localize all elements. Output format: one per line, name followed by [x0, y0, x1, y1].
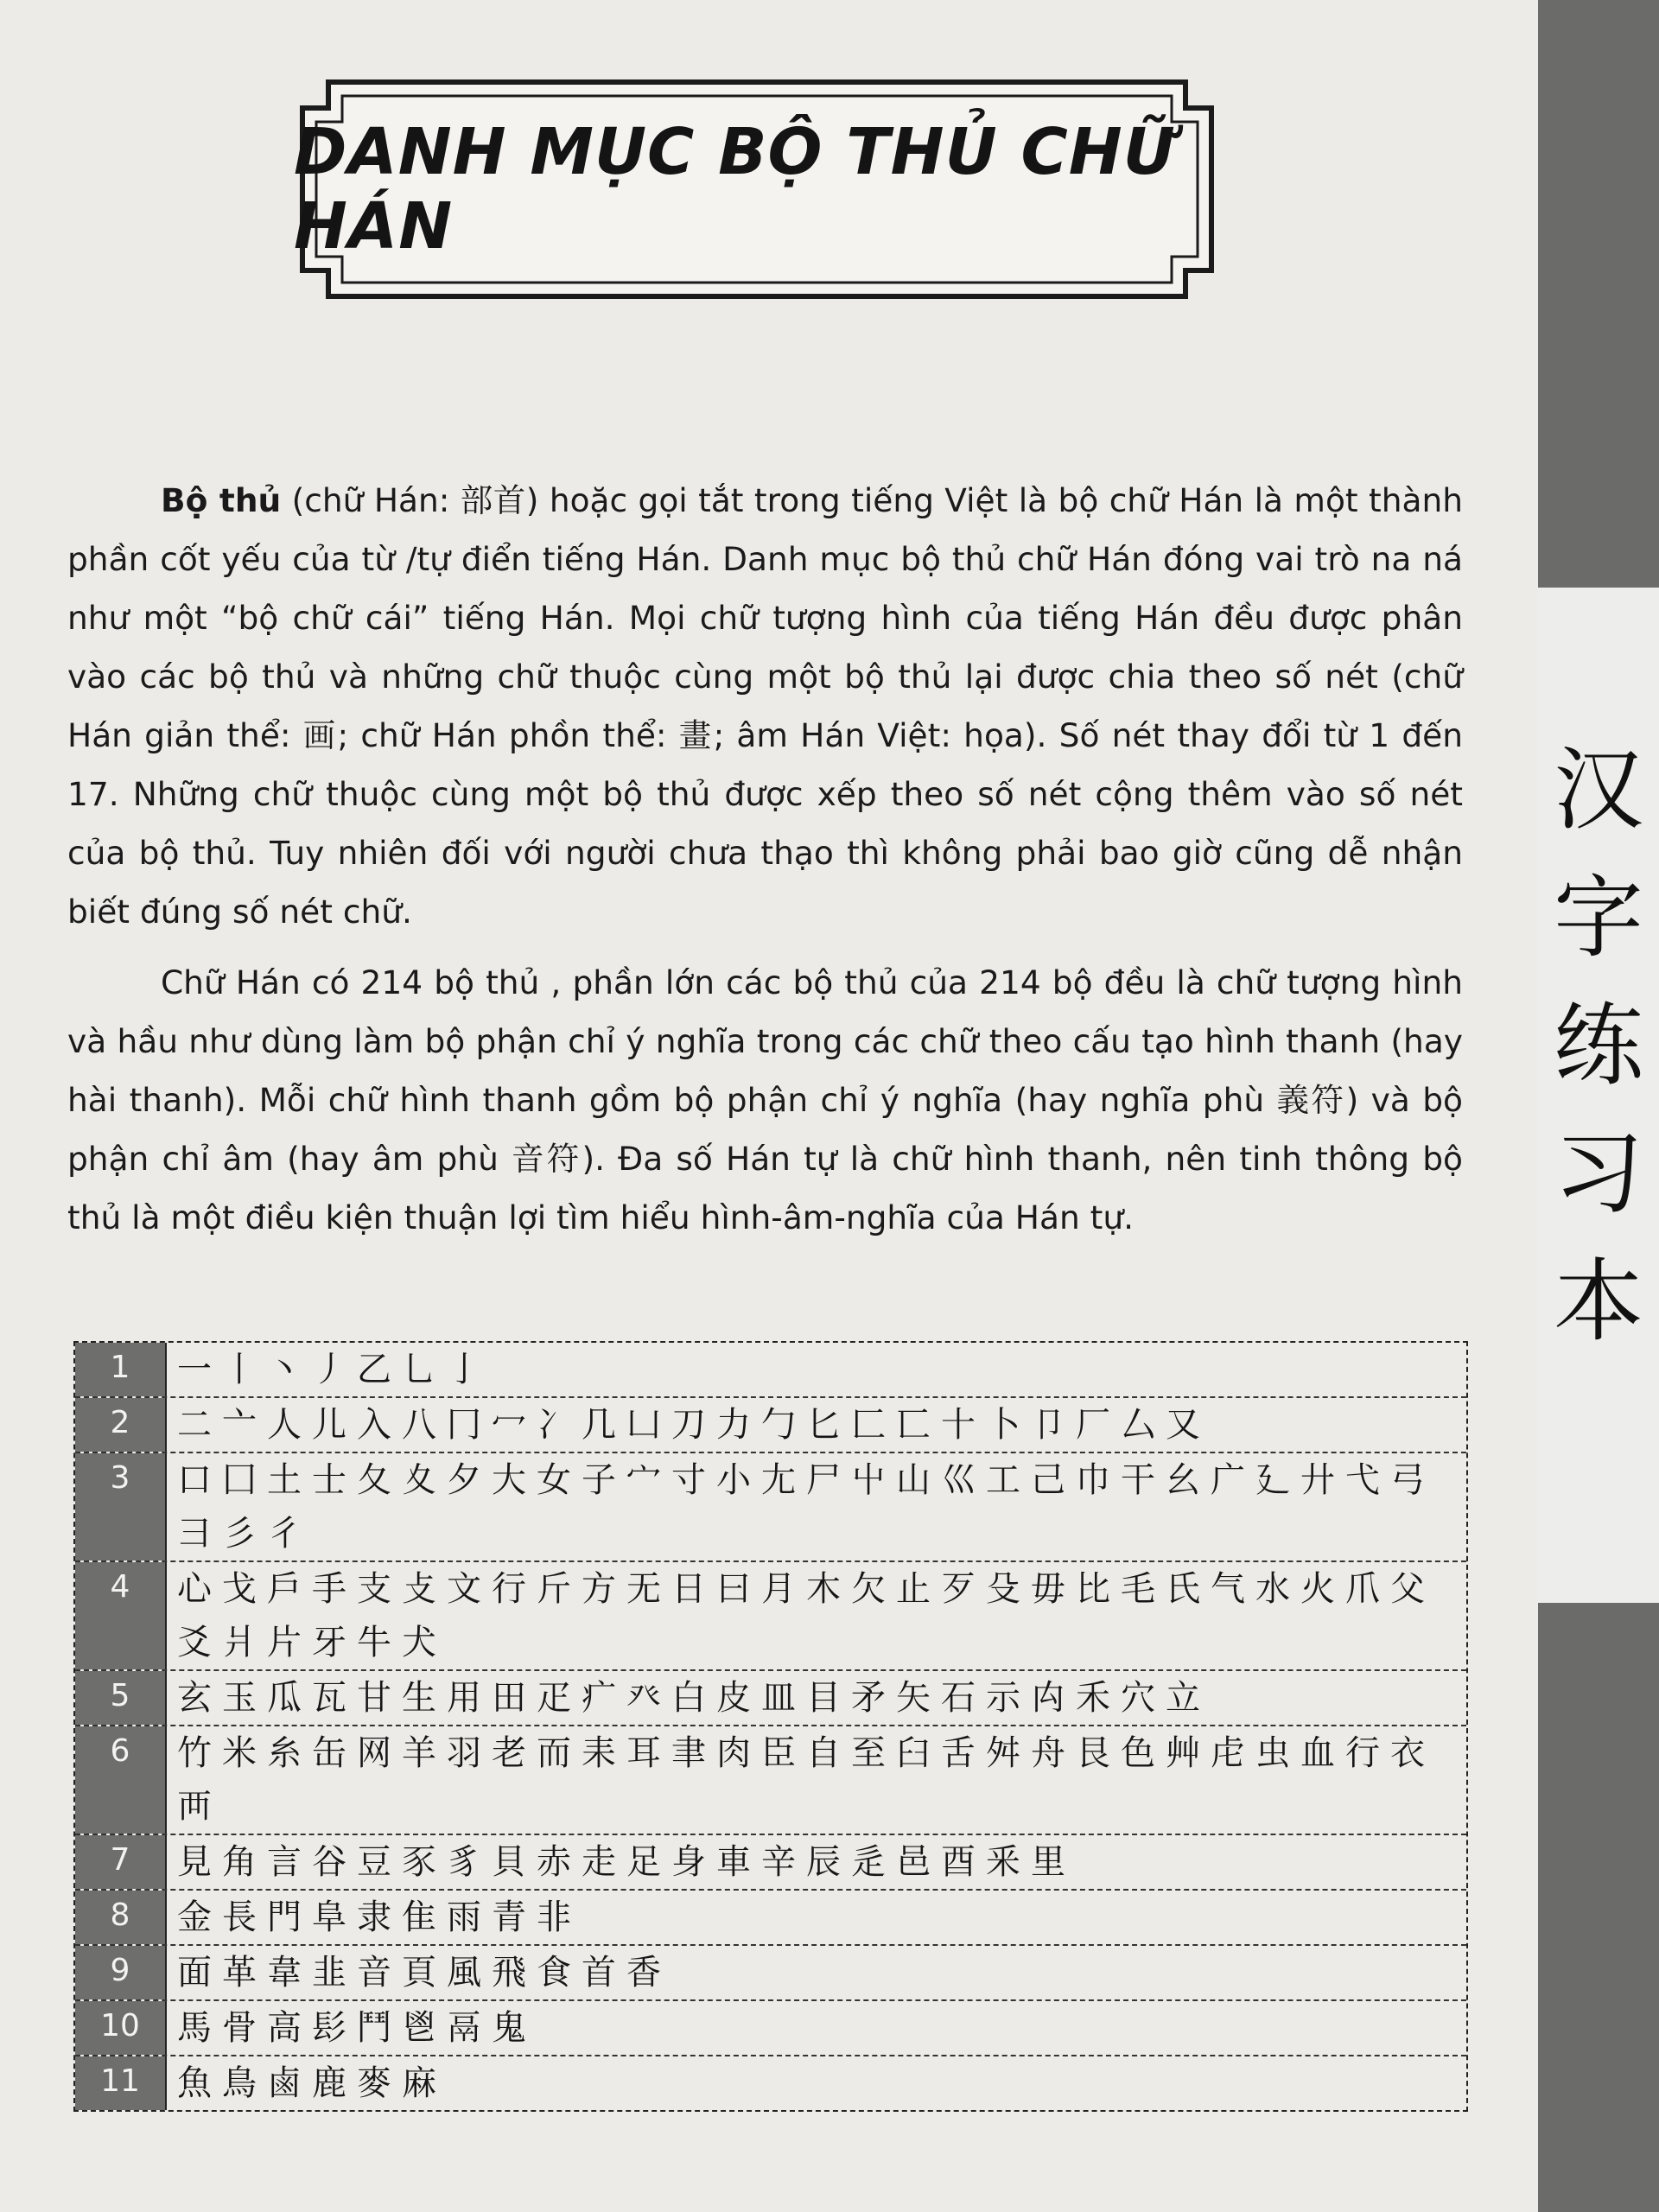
table-row [75, 1398, 1466, 1453]
stroke-count: 7 [75, 1835, 167, 1889]
radical-list: 竹米糸缶网羊羽老而耒耳聿肉臣自至臼舌舛舟艮色艸虍虫血行衣襾 [177, 1733, 1435, 1827]
radical-list: 見角言谷豆豕豸貝赤走足身車辛辰辵邑酉釆里 [177, 1842, 1076, 1882]
stroke-count: 9 [75, 1946, 167, 1999]
side-band-bottom [1538, 1603, 1659, 2212]
term-bold: Bộ thủ [161, 481, 282, 519]
radical-list: 玄玉瓜瓦甘生用田疋疒癶白皮皿目矛矢石示禸禾穴立 [177, 1678, 1211, 1718]
stroke-count: 4 [75, 1562, 167, 1669]
radical-list: 馬骨高髟鬥鬯鬲鬼 [177, 2008, 537, 2048]
radical-table [73, 1341, 1468, 2112]
radical-list: 心戈戶手支攴文行斤方无日曰月木欠止歹殳毋比毛氏气水火爪父爻爿片牙牛犬 [177, 1569, 1435, 1662]
stroke-count: 1 [75, 1343, 167, 1396]
radical-list: 金長門阜隶隹雨青非 [177, 1897, 582, 1937]
side-band-top [1538, 0, 1659, 588]
paragraph-2: Chữ Hán có 214 bộ thủ , phần lớn các bộ thủ của 214 bộ đều là chữ tượng hình và hầu như dùng làm bộ phận chỉ ý nghĩa trong các chữ theo cấu tạo hình thanh (hay hài thanh). Mỗi chữ hình thanh gồm bộ phận chỉ ý nghĩa (hay nghĩa phù 義符) và bộ phận chỉ âm (hay âm phù 音符). Đa số Hán tự là chữ hình thanh, nên tinh thông bộ thủ là một điều kiện thuận lợi tìm hiểu hình-âm-nghĩa của Hán tự. [67, 963, 1463, 1236]
table-row [75, 2001, 1466, 2056]
stroke-count: 5 [75, 1671, 167, 1725]
side-title [1542, 726, 1655, 1365]
intro-text [67, 471, 1463, 1247]
paragraph-1-text: (chữ Hán: 部首) hoặc gọi tắt trong tiếng Việt là bộ chữ Hán là một thành phần cốt yếu của từ /tự điển tiếng Hán. Danh mục bộ thủ chữ Hán đóng vai trò na ná như một “bộ chữ cái” tiếng Hán. Mọi chữ tượng hình của tiếng Hán đều được phân vào các bộ thủ và những chữ thuộc cùng một bộ thủ lại được chia theo số nét (chữ Hán giản thể: 画; chữ Hán phồn thể: 畫; âm Hán Việt: họa). Số nét thay đổi từ 1 đến 17. Những chữ thuộc cùng một bộ thủ được xếp theo số nét cộng thêm vào số nét của bộ thủ. Tuy nhiên đối với người chưa thạo thì không phải bao giờ cũng dễ nhận biết đúng số nét chữ. [67, 481, 1463, 931]
table-row [75, 1726, 1466, 1835]
paragraph-1 [67, 471, 1463, 941]
side-title-char: 字 [1553, 865, 1643, 970]
stroke-count: 6 [75, 1726, 167, 1834]
side-title-char: 练 [1553, 993, 1643, 1098]
stroke-count: 10 [75, 2001, 167, 2055]
title-frame [294, 73, 1220, 305]
stroke-count: 3 [75, 1453, 167, 1560]
side-title-char: 习 [1553, 1121, 1643, 1226]
table-row [75, 2056, 1466, 2110]
radical-list: 二亠人儿入八冂冖冫几凵刀力勹匕匚匸十卜卩厂厶又 [177, 1405, 1211, 1445]
table-row [75, 1671, 1466, 1726]
side-title-char: 汉 [1553, 737, 1643, 842]
stroke-count: 11 [75, 2056, 167, 2110]
side-title-char: 本 [1553, 1249, 1643, 1354]
table-row [75, 1835, 1466, 1891]
table-row [75, 1946, 1466, 2001]
radical-list: 口囗土士夂夊夕大女子宀寸小尢尸屮山巛工己巾干幺广廴廾弋弓彐彡彳 [177, 1460, 1435, 1554]
radical-list: 面革韋韭音頁風飛食首香 [177, 1953, 671, 1993]
table-row [75, 1343, 1466, 1398]
radical-list: 魚鳥鹵鹿麥麻 [177, 2063, 447, 2103]
table-row [75, 1453, 1466, 1562]
stroke-count: 8 [75, 1891, 167, 1944]
table-row [75, 1891, 1466, 1946]
table-row [75, 1562, 1466, 1671]
page-title: DANH MỤC BỘ THỦ CHỮ HÁN [294, 115, 1176, 264]
radical-list: 一丨丶丿乙乚亅 [177, 1350, 492, 1389]
stroke-count: 2 [75, 1398, 167, 1452]
